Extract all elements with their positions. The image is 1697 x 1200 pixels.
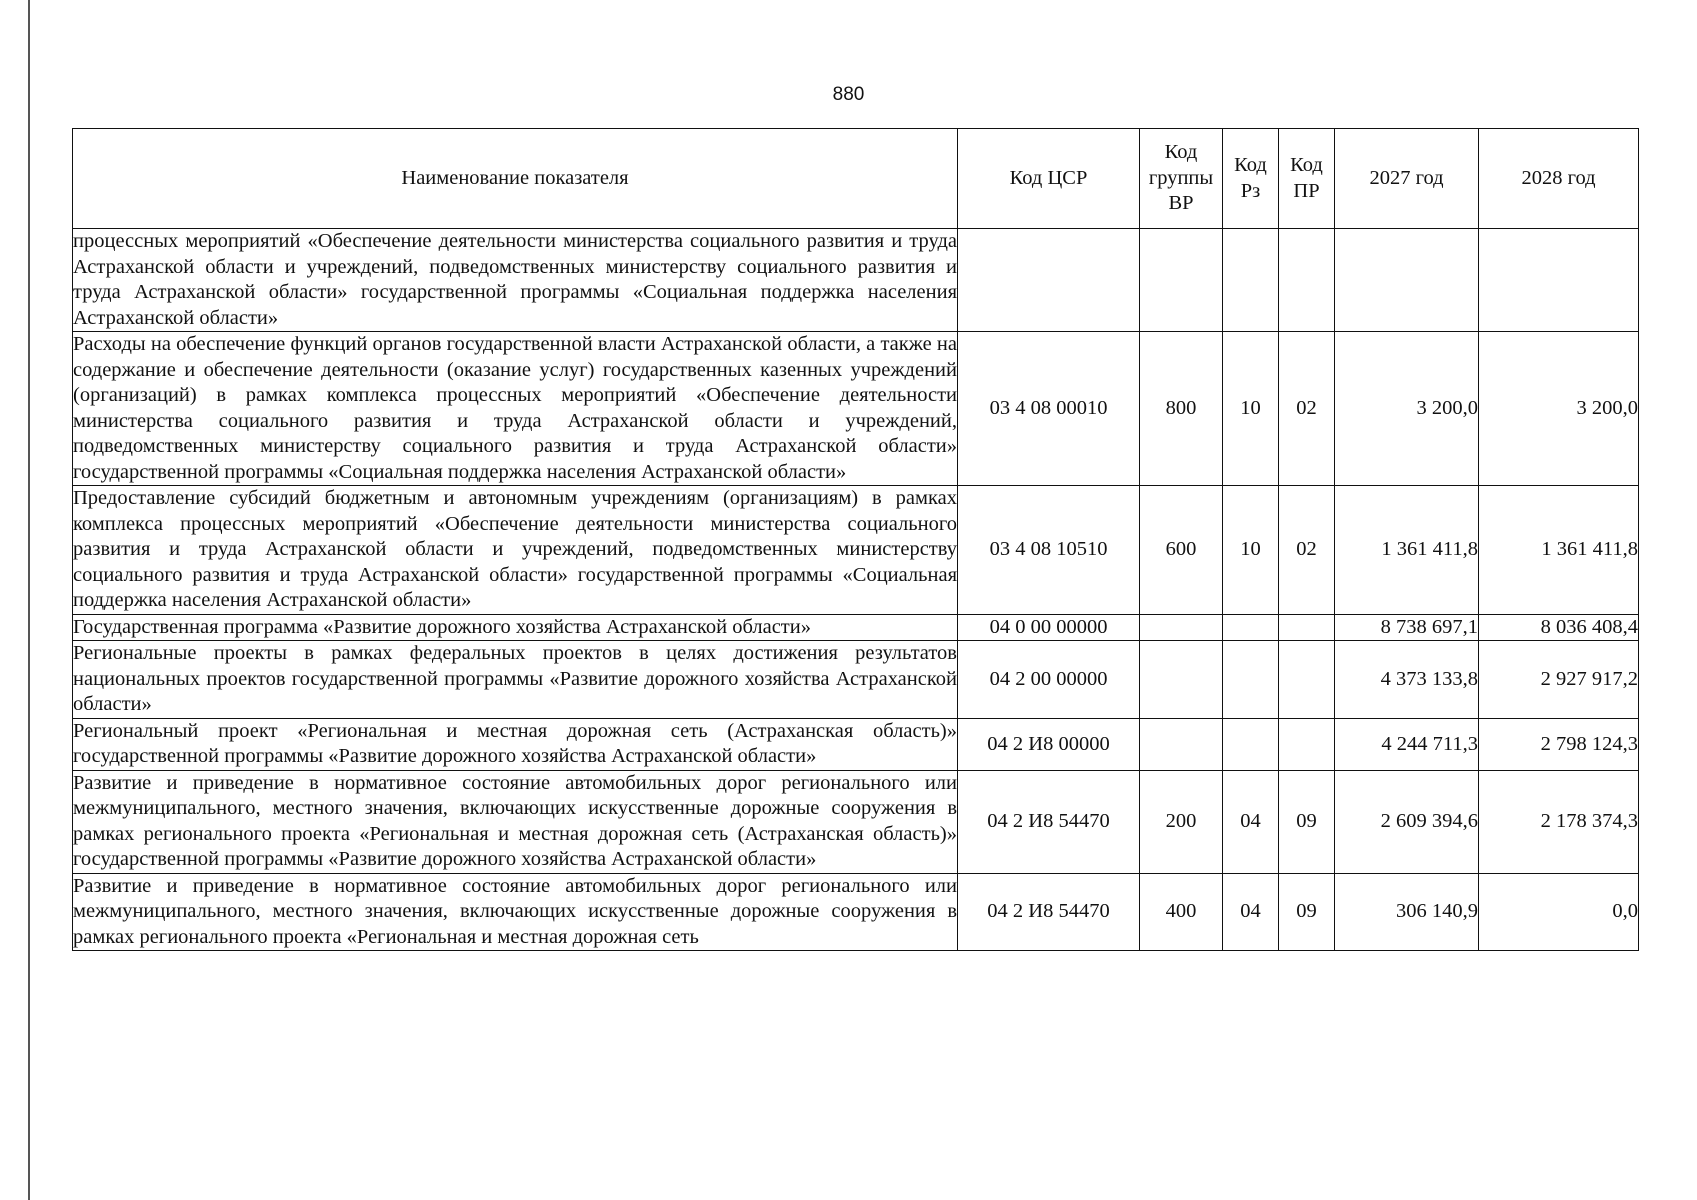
header-row xyxy=(73,129,1639,229)
pr-code xyxy=(1279,229,1335,332)
csr-code: 04 2 И8 00000 xyxy=(958,718,1140,770)
csr-code xyxy=(958,229,1140,332)
pr-code: 09 xyxy=(1279,873,1335,951)
indicator-name: Региональный проект «Региональная и местная дорожная сеть (Астраханская область)» государственной программы «Развитие дорожного хозяйства Астраханской области» xyxy=(73,718,958,770)
rz-code xyxy=(1223,614,1279,641)
rz-code xyxy=(1223,641,1279,719)
table-row xyxy=(73,486,1639,615)
amount-2027: 2 609 394,6 xyxy=(1335,770,1479,873)
indicator-name: Развитие и приведение в нормативное состояние автомобильных дорог регионального или межмуниципального, местного значения, включающих искусственные дорожные сооружения в рамках регионального проекта «Региональная и местная дорожная сеть (Астраханская область)» государственной программы «Развитие дорожного хозяйства Астраханской области» xyxy=(73,770,958,873)
amount-2028: 0,0 xyxy=(1479,873,1639,951)
csr-code: 04 2 00 00000 xyxy=(958,641,1140,719)
pr-code xyxy=(1279,614,1335,641)
amount-2028: 8 036 408,4 xyxy=(1479,614,1639,641)
indicator-name: Предоставление субсидий бюджетным и автономным учреждениям (организациям) в рамках комплекса процессных мероприятий «Обеспечение деятельности министерства социального развития и труда Астраханской области и учреждений, подведомственных министерству социального развития и труда Астраханской области» государственной программы «Социальная поддержка населения Астраханской области» xyxy=(73,486,958,615)
amount-2027: 1 361 411,8 xyxy=(1335,486,1479,615)
col-header-2027: 2027 год xyxy=(1335,129,1479,229)
indicator-name: Государственная программа «Развитие дорожного хозяйства Астраханской области» xyxy=(73,614,958,641)
indicator-name: Развитие и приведение в нормативное состояние автомобильных дорог регионального или межмуниципального, местного значения, включающих искусственные дорожные сооружения в рамках регионального проекта «Региональная и местная дорожная сеть xyxy=(73,873,958,951)
amount-2027: 4 244 711,3 xyxy=(1335,718,1479,770)
budget-table xyxy=(72,128,1639,951)
vr-code: 600 xyxy=(1140,486,1223,615)
amount-2027 xyxy=(1335,229,1479,332)
csr-code: 03 4 08 00010 xyxy=(958,332,1140,486)
table-row xyxy=(73,332,1639,486)
col-header-name: Наименование показателя xyxy=(73,129,958,229)
indicator-name: Расходы на обеспечение функций органов государственной власти Астраханской области, а также на содержание и обеспечение деятельности (оказание услуг) государственных казенных учреждений (организаций) в рамках комплекса процессных мероприятий «Обеспечение деятельности министерства социального развития и труда Астраханской области и учреждений, подведомственных министерству социального развития и труда Астраханской области» государственной программы «Социальная поддержка населения Астраханской области» xyxy=(73,332,958,486)
amount-2028: 2 798 124,3 xyxy=(1479,718,1639,770)
indicator-name: процессных мероприятий «Обеспечение деятельности министерства социального развития и труда Астраханской области и учреждений, подведомственных министерству социального развития и труда Астраханской области» государственной программы «Социальная поддержка населения Астраханской области» xyxy=(73,229,958,332)
col-header-vr: Код группы ВР xyxy=(1140,129,1223,229)
rz-code: 04 xyxy=(1223,873,1279,951)
table-row xyxy=(73,614,1639,641)
vr-code xyxy=(1140,718,1223,770)
csr-code: 04 2 И8 54470 xyxy=(958,770,1140,873)
amount-2028 xyxy=(1479,229,1639,332)
amount-2027: 306 140,9 xyxy=(1335,873,1479,951)
vr-code: 800 xyxy=(1140,332,1223,486)
table-row xyxy=(73,229,1639,332)
col-header-rz: Код Рз xyxy=(1223,129,1279,229)
pr-code xyxy=(1279,641,1335,719)
rz-code xyxy=(1223,718,1279,770)
col-header-pr: Код ПР xyxy=(1279,129,1335,229)
amount-2028: 2 178 374,3 xyxy=(1479,770,1639,873)
table-row xyxy=(73,873,1639,951)
table-row xyxy=(73,641,1639,719)
amount-2028: 3 200,0 xyxy=(1479,332,1639,486)
amount-2027: 3 200,0 xyxy=(1335,332,1479,486)
amount-2028: 1 361 411,8 xyxy=(1479,486,1639,615)
vr-code: 400 xyxy=(1140,873,1223,951)
amount-2027: 4 373 133,8 xyxy=(1335,641,1479,719)
page-number: 880 xyxy=(832,84,865,105)
pr-code: 09 xyxy=(1279,770,1335,873)
pr-code xyxy=(1279,718,1335,770)
csr-code: 04 0 00 00000 xyxy=(958,614,1140,641)
vr-code xyxy=(1140,229,1223,332)
pr-code: 02 xyxy=(1279,332,1335,486)
rz-code: 10 xyxy=(1223,332,1279,486)
amount-2028: 2 927 917,2 xyxy=(1479,641,1639,719)
csr-code: 03 4 08 10510 xyxy=(958,486,1140,615)
indicator-name: Региональные проекты в рамках федеральных проектов в целях достижения результатов национальных проектов государственной программы «Развитие дорожного хозяйства Астраханской области» xyxy=(73,641,958,719)
binding-edge xyxy=(28,0,30,1200)
vr-code: 200 xyxy=(1140,770,1223,873)
vr-code xyxy=(1140,614,1223,641)
pr-code: 02 xyxy=(1279,486,1335,615)
col-header-2028: 2028 год xyxy=(1479,129,1639,229)
rz-code: 10 xyxy=(1223,486,1279,615)
csr-code: 04 2 И8 54470 xyxy=(958,873,1140,951)
table-row xyxy=(73,770,1639,873)
rz-code xyxy=(1223,229,1279,332)
rz-code: 04 xyxy=(1223,770,1279,873)
vr-code xyxy=(1140,641,1223,719)
amount-2027: 8 738 697,1 xyxy=(1335,614,1479,641)
col-header-csr: Код ЦСР xyxy=(958,129,1140,229)
table-row xyxy=(73,718,1639,770)
